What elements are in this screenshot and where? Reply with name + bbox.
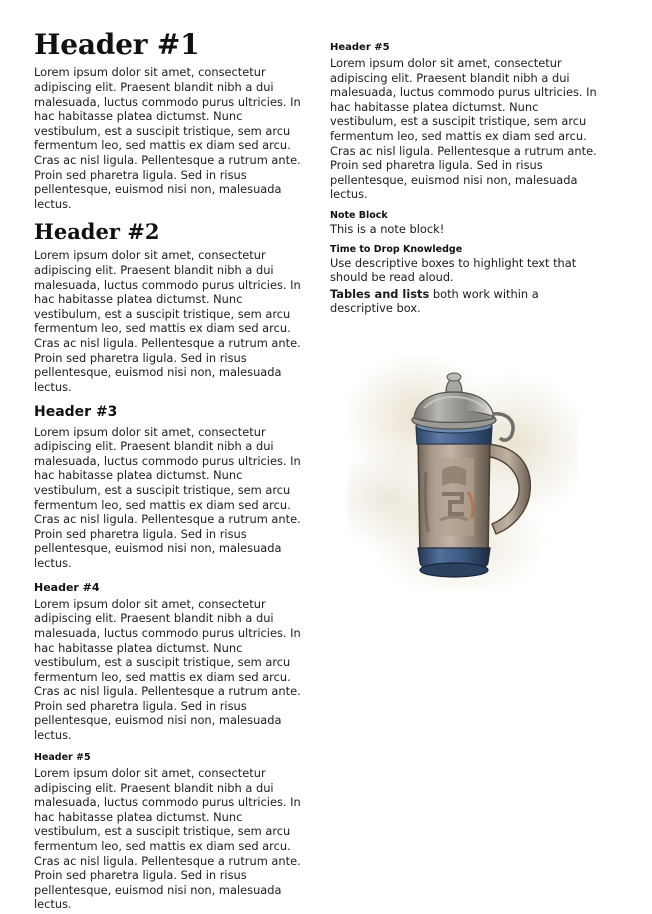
paragraph-header-3: Lorem ipsum dolor sit amet, consectetur adipiscing elit. Praesent blandit nibh a dui malesuada, luctus commodo purus ultricies. In hac habitasse platea dictumst. Nunc vestibulum, est a suscipit tristique, sem arcu fermentum leo, sed mattis ex diam sed arcu. Cras ac nisl ligula. Pellentesque a rutrum ante. Proin sed pharetra ligula. Sed in risus pellentesque, euismod nisi non, malesuada lectus.	[34, 424, 301, 571]
left-column	[34, 30, 302, 914]
page-title: Header #1	[34, 28, 200, 61]
heading-level-4: Header #4	[34, 580, 100, 594]
descriptive-block-tables-line	[330, 287, 598, 316]
right-column	[330, 30, 598, 618]
descriptive-block-bold-lead: Tables and lists	[330, 286, 430, 301]
heading-level-5: Header #5	[34, 751, 91, 763]
descriptive-block-text: Use descriptive boxes to highlight text that should be read aloud.	[330, 255, 577, 285]
heading-level-3: Header #3	[34, 404, 118, 421]
descriptive-block	[330, 244, 598, 316]
heading-level-2: Header #2	[34, 219, 160, 245]
note-block-title: Note Block	[330, 209, 388, 221]
paragraph-header-1: Lorem ipsum dolor sit amet, consectetur adipiscing elit. Praesent blandit nibh a dui malesuada, luctus commodo purus ultricies. In hac habitasse platea dictumst. Nunc vestibulum, est a suscipit tristique, sem arcu fermentum leo, sed mattis ex diam sed arcu. Cras ac nisl ligula. Pellentesque a rutrum ante. Proin sed pharetra ligula. Sed in risus pellentesque, euismod nisi non, malesuada lectus.	[34, 65, 301, 211]
note-block-text: This is a note block!	[330, 221, 445, 236]
paragraph-header-2: Lorem ipsum dolor sit amet, consectetur adipiscing elit. Praesent blandit nibh a dui malesuada, luctus commodo purus ultricies. In hac habitasse platea dictumst. Nunc vestibulum, est a suscipit tristique, sem arcu fermentum leo, sed mattis ex diam sed arcu. Cras ac nisl ligula. Pellentesque a rutrum ante. Proin sed pharetra ligula. Sed in risus pellentesque, euismod nisi non, malesuada lectus.	[34, 248, 301, 394]
stein-drawing	[380, 352, 550, 602]
descriptive-block-text-after-bold: both work within a descriptive box.	[330, 286, 539, 316]
paragraph-header-4: Lorem ipsum dolor sit amet, consectetur adipiscing elit. Praesent blandit nibh a dui malesuada, luctus commodo purus ultricies. In hac habitasse platea dictumst. Nunc vestibulum, est a suscipit tristique, sem arcu fermentum leo, sed mattis ex diam sed arcu. Cras ac nisl ligula. Pellentesque a rutrum ante. Proin sed pharetra ligula. Sed in risus pellentesque, euismod nisi non, malesuada lectus.	[34, 596, 301, 743]
descriptive-block-title: Time to Drop Knowledge	[330, 243, 463, 255]
note-block	[330, 210, 598, 237]
two-column-layout	[34, 30, 618, 914]
right-heading-level-5: Header #5	[330, 42, 390, 53]
right-paragraph: Lorem ipsum dolor sit amet, consectetur adipiscing elit. Praesent blandit nibh a dui malesuada, luctus commodo purus ultricies. In hac habitasse platea dictumst. Nunc vestibulum, est a suscipit tristique, sem arcu fermentum leo, sed mattis ex diam sed arcu. Cras ac nisl ligula. Pellentesque a rutrum ante. Proin sed pharetra ligula. Sed in risus pellentesque, euismod nisi non, malesuada lectus.	[330, 56, 597, 202]
paragraph-header-5: Lorem ipsum dolor sit amet, consectetur adipiscing elit. Praesent blandit nibh a dui malesuada, luctus commodo purus ultricies. In hac habitasse platea dictumst. Nunc vestibulum, est a suscipit tristique, sem arcu fermentum leo, sed mattis ex diam sed arcu. Cras ac nisl ligula. Pellentesque a rutrum ante. Proin sed pharetra ligula. Sed in risus pellentesque, euismod nisi non, malesuada lectus.	[34, 766, 301, 912]
beer-stein-illustration	[330, 338, 598, 618]
